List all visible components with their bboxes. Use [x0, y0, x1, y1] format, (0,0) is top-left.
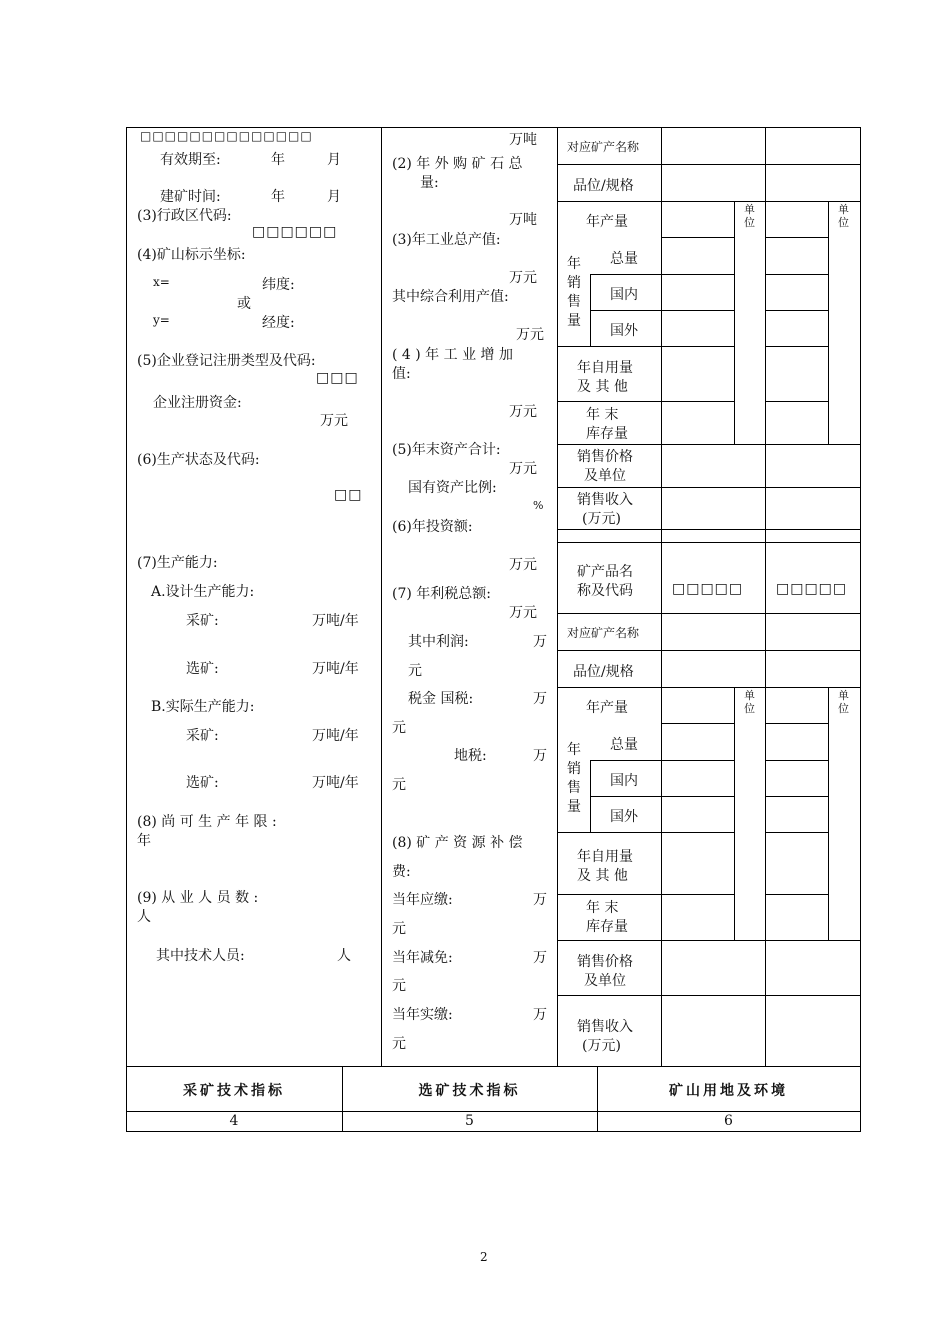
annual-output-label: 年产量	[586, 700, 628, 716]
x-label: x=	[153, 275, 170, 289]
reduced-label: 当年减免:	[392, 950, 453, 966]
sales-volume-label: 年销售量	[567, 742, 581, 815]
paid-label: 当年实缴:	[392, 1007, 453, 1023]
unit-yuan: 元	[392, 1036, 406, 1052]
reg-type-boxes: □□□	[316, 370, 359, 386]
added-value-label-2: 值:	[392, 366, 411, 382]
compensation-label: (8) 矿 产 资 源 补 偿	[392, 835, 523, 851]
profit-label: 其中利润:	[408, 634, 469, 650]
stock-label: 年 末	[586, 407, 619, 423]
reg-capital-label: 企业注册资金:	[153, 395, 242, 411]
grade-label: 品位/规格	[573, 664, 634, 680]
stock-label-2: 库存量	[586, 919, 628, 935]
self-use-label: 年自用量	[577, 849, 633, 865]
section-number: 5	[465, 1113, 474, 1129]
unit-wan: 万	[533, 748, 547, 764]
stock-label-2: 库存量	[586, 426, 628, 442]
total-label: 总量	[610, 737, 638, 753]
latitude-label: 纬度:	[262, 277, 295, 293]
foreign-label: 国外	[610, 809, 638, 825]
longitude-label: 经度:	[262, 315, 295, 331]
or-label: 或	[237, 296, 251, 312]
mineral-name-label: 对应矿产名称	[567, 140, 640, 154]
mining-label: 采矿:	[186, 613, 219, 629]
unit-label: 万元	[509, 557, 537, 573]
reg-type-label: (5)企业登记注册类型及代码:	[137, 353, 316, 369]
output-value-label: (3)年工业总产值:	[392, 232, 501, 248]
purchase-label: (2) 年 外 购 矿 石 总	[392, 156, 523, 172]
section-number: 6	[724, 1113, 733, 1129]
total-label: 总量	[610, 251, 638, 267]
unit-column-label: 单位	[744, 689, 755, 715]
unit-label: 万吨/年	[312, 661, 359, 677]
land-env-header: 矿山用地及环境	[669, 1083, 788, 1099]
product-name-label: 矿产品名	[577, 564, 633, 580]
unit-column-label: 单位	[838, 689, 849, 715]
state-ratio-label: 国有资产比例:	[408, 480, 497, 496]
payable-label: 当年应缴:	[392, 892, 453, 908]
unit-wan: 万	[533, 691, 547, 707]
capacity-label: (7)生产能力:	[137, 555, 218, 571]
unit-column-label: 单位	[838, 203, 849, 229]
admin-code-boxes: □□□□□□	[252, 224, 338, 240]
unit-yuan: 元	[408, 663, 422, 679]
price-label: 销售价格	[577, 954, 633, 970]
revenue-label-2: (万元)	[582, 1038, 621, 1054]
grade-label: 品位/规格	[573, 178, 634, 194]
annual-output-label: 年产量	[586, 214, 628, 230]
mining-tech-header: 采矿技术指标	[183, 1083, 285, 1099]
unit-wan: 万	[533, 950, 547, 966]
mineral-name-label: 对应矿产名称	[567, 626, 640, 640]
build-time-label: 建矿时间:	[160, 189, 221, 205]
added-value-label: ( 4 ) 年 工 业 增 加	[392, 347, 513, 363]
status-boxes: □□	[334, 487, 363, 503]
stock-label: 年 末	[586, 900, 619, 916]
unit-label: 万元	[509, 605, 537, 621]
year-label: 年	[271, 189, 285, 205]
unit-wan: 万	[533, 634, 547, 650]
unit-yuan: 元	[392, 777, 406, 793]
unit-label: 万元	[516, 327, 544, 343]
code-boxes: □□□□□□□□□□□□□□	[140, 129, 313, 143]
unit-yuan: 元	[392, 978, 406, 994]
unit-yuan: 元	[392, 720, 406, 736]
section-number: 4	[229, 1113, 239, 1129]
profit-tax-label: (7) 年利税总额:	[392, 586, 491, 602]
month-label: 月	[327, 152, 341, 168]
domestic-label: 国内	[610, 287, 638, 303]
unit-label: 万元	[320, 413, 348, 429]
product-code-boxes: □□□□□	[672, 581, 744, 597]
revenue-label: 销售收入	[577, 1019, 633, 1035]
unit-yuan: 元	[392, 921, 406, 937]
unit-label: 万元	[509, 270, 537, 286]
year-label: 年	[271, 152, 285, 168]
mining-label: 采矿:	[186, 728, 219, 744]
y-label: y=	[153, 313, 170, 327]
purchase-label-2: 量:	[420, 175, 439, 191]
design-capacity-label: A.设计生产能力:	[151, 584, 255, 600]
price-label: 销售价格	[577, 449, 633, 465]
unit-wan: 万	[533, 1007, 547, 1023]
unit-column-label: 单位	[744, 203, 755, 229]
unit-label: 万吨	[509, 212, 537, 228]
self-use-label-2: 及 其 他	[577, 868, 628, 884]
local-tax-label: 地税:	[454, 748, 487, 764]
compensation-label-2: 费:	[392, 864, 411, 880]
prod-status-label: (6)生产状态及代码:	[137, 452, 260, 468]
month-label: 月	[327, 189, 341, 205]
tech-staff-label: 其中技术人员:	[156, 948, 245, 964]
dressing-label: 选矿:	[186, 661, 219, 677]
valid-until-label: 有效期至:	[160, 152, 221, 168]
product-code-label: 称及代码	[577, 583, 633, 599]
admin-code-label: (3)行政区代码:	[137, 208, 232, 224]
unit-label: 万吨/年	[312, 728, 359, 744]
unit-label: 万元	[509, 404, 537, 420]
page-number: 2	[480, 1250, 488, 1264]
unit-label: 万吨/年	[312, 775, 359, 791]
foreign-label: 国外	[610, 323, 638, 339]
staff-label: (9) 从 业 人 员 数 :	[137, 890, 259, 906]
person-unit: 人	[337, 948, 351, 964]
unit-label: 万吨/年	[312, 613, 359, 629]
sales-volume-label: 年销售量	[567, 256, 581, 329]
unit-label: 万吨	[509, 132, 537, 148]
unit-label: 万元	[509, 461, 537, 477]
revenue-label: 销售收入	[577, 492, 633, 508]
self-use-label: 年自用量	[577, 360, 633, 376]
unit-wan: 万	[533, 892, 547, 908]
coords-label: (4)矿山标示坐标:	[137, 247, 246, 263]
person-unit: 人	[137, 909, 151, 925]
product-code-boxes: □□□□□	[776, 581, 848, 597]
dressing-label: 选矿:	[186, 775, 219, 791]
price-label-2: 及单位	[584, 973, 626, 989]
year-unit: 年	[137, 833, 151, 849]
investment-label: (6)年投资额:	[392, 519, 473, 535]
percent-label: %	[533, 499, 544, 512]
dressing-tech-header: 选矿技术指标	[418, 1083, 521, 1099]
price-label-2: 及单位	[584, 468, 626, 484]
revenue-label-2: (万元)	[582, 511, 621, 527]
tax-label: 税金 国税:	[408, 691, 474, 707]
domestic-label: 国内	[610, 773, 638, 789]
assets-label: (5)年末资产合计:	[392, 442, 501, 458]
comprehensive-label: 其中综合利用产值:	[392, 289, 509, 305]
years-left-label: (8) 尚 可 生 产 年 限 :	[137, 814, 277, 830]
actual-capacity-label: B.实际生产能力:	[151, 699, 255, 715]
self-use-label-2: 及 其 他	[577, 379, 628, 395]
